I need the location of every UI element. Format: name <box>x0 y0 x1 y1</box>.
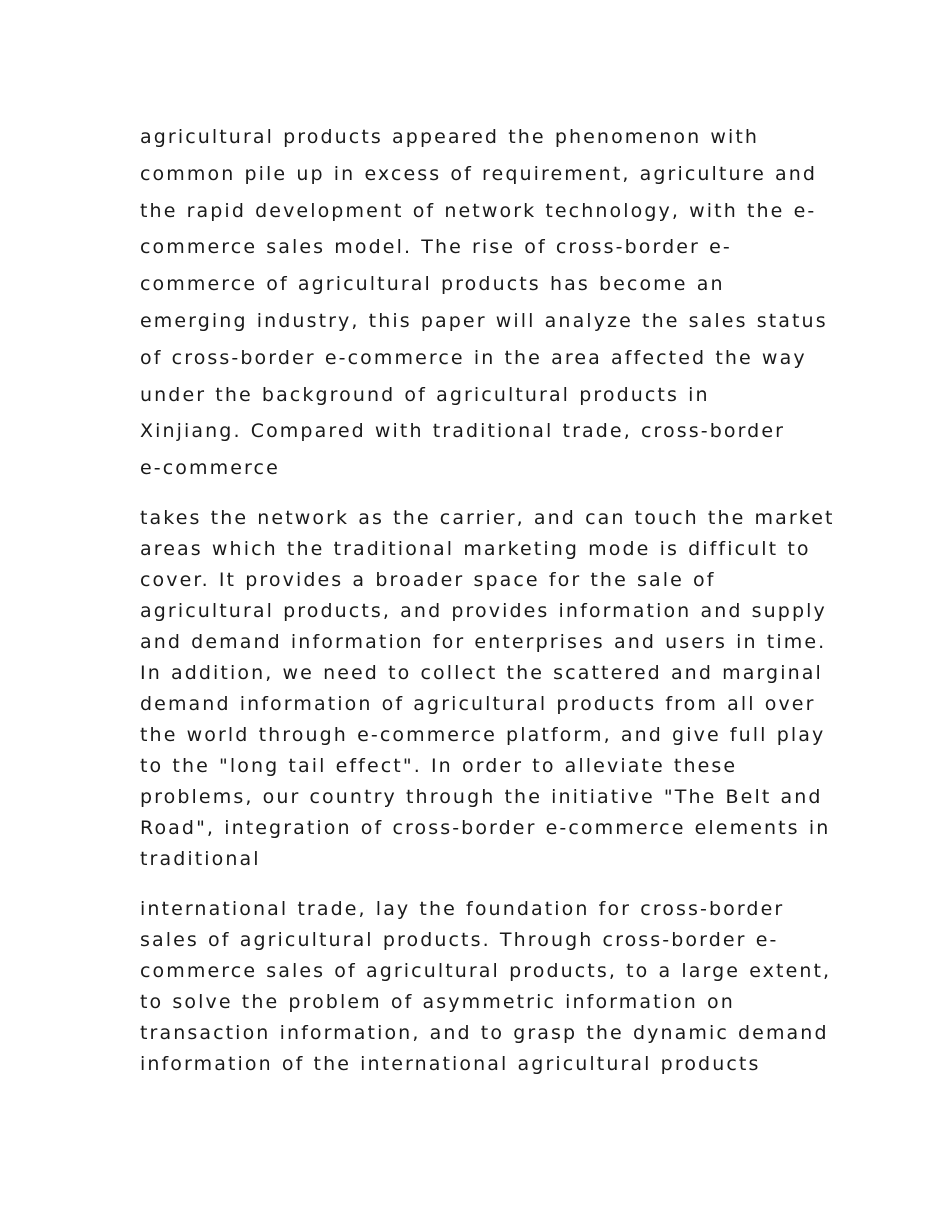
text-line: the rapid development of network technology, with the e- <box>140 199 817 222</box>
text-line: of cross-border e-commerce in the area affected the way <box>140 346 807 369</box>
text-line: demand information of agricultural products from all over <box>140 693 816 715</box>
text-line: sales of agricultural products. Through cross-border e- <box>140 929 779 951</box>
paragraph-2 <box>140 505 835 877</box>
text-line: under the background of agricultural products in <box>140 383 710 406</box>
text-line: takes the network as the carrier, and can touch the market <box>140 507 835 529</box>
text-line: cover. It provides a broader space for the sale of <box>140 569 716 591</box>
text-line: emerging industry, this paper will analyze the sales status <box>140 309 828 332</box>
text-line: e-commerce <box>140 457 280 480</box>
text-line: Road", integration of cross-border e-commerce elements in <box>140 817 831 839</box>
text-line: traditional <box>140 848 261 870</box>
text-line: the world through e-commerce platform, and give full play <box>140 724 826 746</box>
text-line: to solve the problem of asymmetric information on <box>140 991 735 1013</box>
text-line: agricultural products, and provides information and supply <box>140 600 827 622</box>
text-line: commerce sales model. The rise of cross-border e- <box>140 236 732 259</box>
paragraph-1 <box>140 124 830 492</box>
text-line: common pile up in excess of requirement, agriculture and <box>140 162 818 185</box>
text-line: problems, our country through the initiative "The Belt and <box>140 786 823 808</box>
paragraph-3 <box>140 896 830 1082</box>
text-line: information of the international agricultural products <box>140 1053 761 1075</box>
text-line: to the "long tail effect". In order to alleviate these <box>140 755 738 777</box>
text-line: commerce sales of agricultural products, to a large extent, <box>140 960 832 982</box>
text-line: In addition, we need to collect the scattered and marginal <box>140 662 823 684</box>
text-line: commerce of agricultural products has become an <box>140 273 725 296</box>
text-line: Xinjiang. Compared with traditional trade, cross-border <box>140 420 786 443</box>
text-line: areas which the traditional marketing mode is difficult to <box>140 538 811 560</box>
text-line: international trade, lay the foundation for cross-border <box>140 898 785 920</box>
text-line: and demand information for enterprises and users in time. <box>140 631 827 653</box>
text-line: transaction information, and to grasp the dynamic demand <box>140 1022 829 1044</box>
text-line: agricultural products appeared the phenomenon with <box>140 126 760 148</box>
